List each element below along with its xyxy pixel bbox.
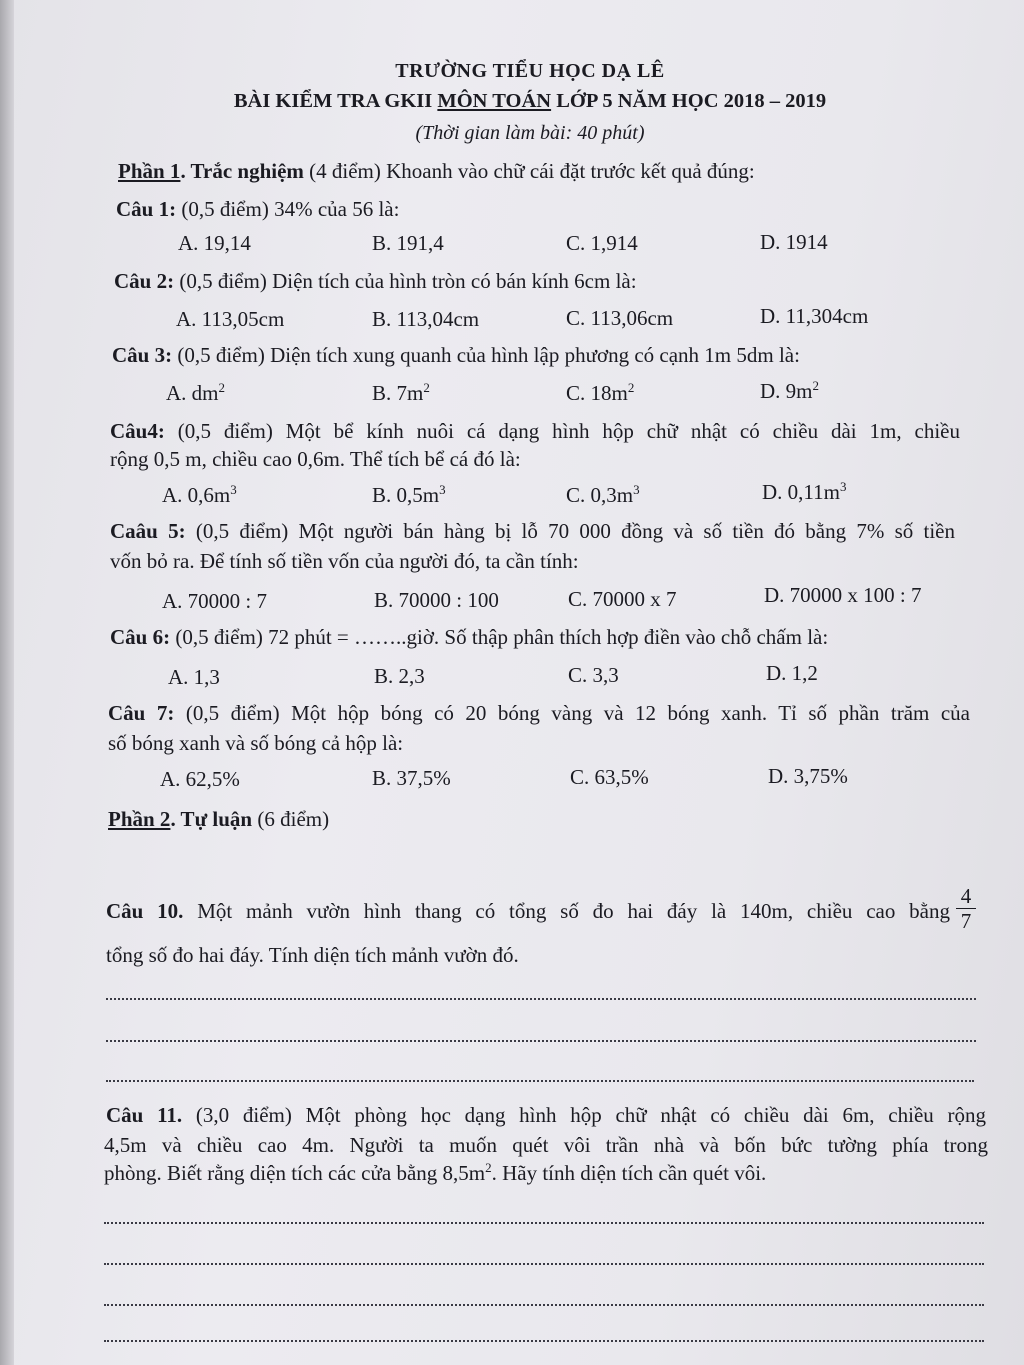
question-4-line2: rộng 0,5 m, chiều cao 0,6m. Thể tích bể cá đó là: — [110, 447, 521, 471]
q7-option-a: A. 62,5% — [160, 767, 240, 791]
q7-option-b: B. 37,5% — [372, 766, 451, 790]
q1-option-c: C. 1,914 — [566, 231, 638, 255]
answer-line — [106, 998, 976, 1000]
part1-heading: Phần 1. Trắc nghiệm (4 điểm) Khoanh vào chữ cái đặt trước kết quả đúng: — [118, 159, 755, 183]
q5-option-d: D. 70000 x 100 : 7 — [764, 583, 922, 607]
exam-time: (Thời gian làm bài: 40 phút) — [415, 122, 645, 144]
q1-option-b: B. 191,4 — [372, 231, 444, 255]
question-6: Câu 6: (0,5 điểm) 72 phút = ……..giờ. Số thập phân thích hợp điền vào chỗ chấm là: — [110, 625, 829, 649]
q10-fraction: $\frac{4}{7}$ — [956, 884, 976, 933]
question-11-line1: Câu 11. (3,0 điểm) Một phòng học dạng hình hộp chữ nhật có chiều dài 6m, chiều rộng — [106, 1103, 986, 1127]
q2-option-c: C. 113,06cm — [566, 306, 674, 330]
exam-title: BÀI KIỂM TRA GKII MÔN TOÁN LỚP 5 NĂM HỌC 2018 – 2019 — [233, 90, 827, 112]
answer-line — [104, 1340, 984, 1342]
q7-option-c: C. 63,5% — [570, 765, 649, 789]
q2-option-a: A. 113,05cm — [176, 307, 285, 331]
q2-option-b: B. 113,04cm — [372, 307, 480, 331]
q6-option-b: B. 2,3 — [374, 664, 425, 688]
question-3: Câu 3: (0,5 điểm) Diện tích xung quanh của hình lập phương có cạnh 1m 5dm là: — [112, 343, 800, 367]
question-5-line2: vốn bỏ ra. Để tính số tiền vốn của người đó, ta cần tính: — [110, 549, 579, 573]
question-2: Câu 2: (0,5 điểm) Diện tích của hình tròn có bán kính 6cm là: — [114, 269, 637, 293]
question-11-line3: phòng. Biết rằng diện tích các cửa bằng $8,5m^2$. Hãy tính diện tích cần quét vôi. — [104, 1160, 767, 1185]
q4-option-b: B. $0,5m^3$ — [372, 482, 446, 507]
answer-line — [104, 1304, 984, 1306]
q3-option-c: C. $18m^2$ — [566, 380, 635, 405]
question-7-line1: Câu 7: (0,5 điểm) Một hộp bóng có 20 bóng vàng và 12 bóng xanh. Tỉ số phần trăm của — [108, 701, 970, 725]
answer-line — [104, 1263, 984, 1265]
q5-option-b: B. 70000 : 100 — [374, 588, 499, 612]
q1-option-a: A. 19,14 — [178, 231, 251, 255]
q3-option-b: B. $7m^2$ — [372, 380, 430, 405]
question-4-line1: Câu4: (0,5 điểm) Một bể kính nuôi cá dạng hình hộp chữ nhật có chiều dài 1m, chiều — [110, 419, 960, 443]
q7-option-d: D. 3,75% — [768, 764, 848, 788]
q4-option-d: D. $0,11m^3$ — [762, 479, 847, 504]
q6-option-c: C. 3,3 — [568, 663, 619, 687]
question-10-line2: tổng số đo hai đáy. Tính diện tích mảnh vườn đó. — [106, 943, 519, 967]
question-1: Câu 1: (0,5 điểm) 34% của 56 là: — [116, 197, 400, 221]
q6-option-a: A. 1,3 — [168, 665, 220, 689]
question-7-line2: số bóng xanh và số bóng cả hộp là: — [108, 731, 404, 755]
answer-line — [104, 1222, 984, 1224]
page-edge-shadow — [0, 0, 14, 1365]
q4-option-c: C. $0,3m^3$ — [566, 482, 640, 507]
question-5-line1: Caâu 5: (0,5 điểm) Một người bán hàng bị lỗ 70 000 đồng và số tiền đó bằng 7% số tiền — [110, 519, 956, 543]
q3-option-d: D. $9m^2$ — [760, 378, 819, 403]
question-11-line2: 4,5m và chiều cao 4m. Người ta muốn quét vôi trần nhà và bốn bức tường phía trong — [104, 1133, 988, 1157]
q4-option-a: A. $0,6m^3$ — [162, 482, 237, 507]
q3-option-a: A. $dm^2$ — [166, 380, 225, 405]
q2-option-d: D. 11,304cm — [760, 304, 869, 328]
answer-line — [106, 1080, 974, 1082]
q5-option-a: A. 70000 : 7 — [162, 589, 267, 613]
q1-option-d: D. 1914 — [760, 230, 828, 254]
school-name: TRƯỜNG TIỂU HỌC DẠ LÊ — [395, 60, 665, 82]
q5-option-c: C. 70000 x 7 — [568, 587, 677, 611]
answer-line — [106, 1040, 976, 1042]
q6-option-d: D. 1,2 — [766, 661, 818, 685]
question-10-line1: Câu 10. Một mảnh vườn hình thang có tổng số đo hai đáy là 140m, chiều cao bằng — [106, 899, 950, 923]
part2-heading: Phần 2. Tự luận (6 điểm) — [108, 807, 330, 831]
